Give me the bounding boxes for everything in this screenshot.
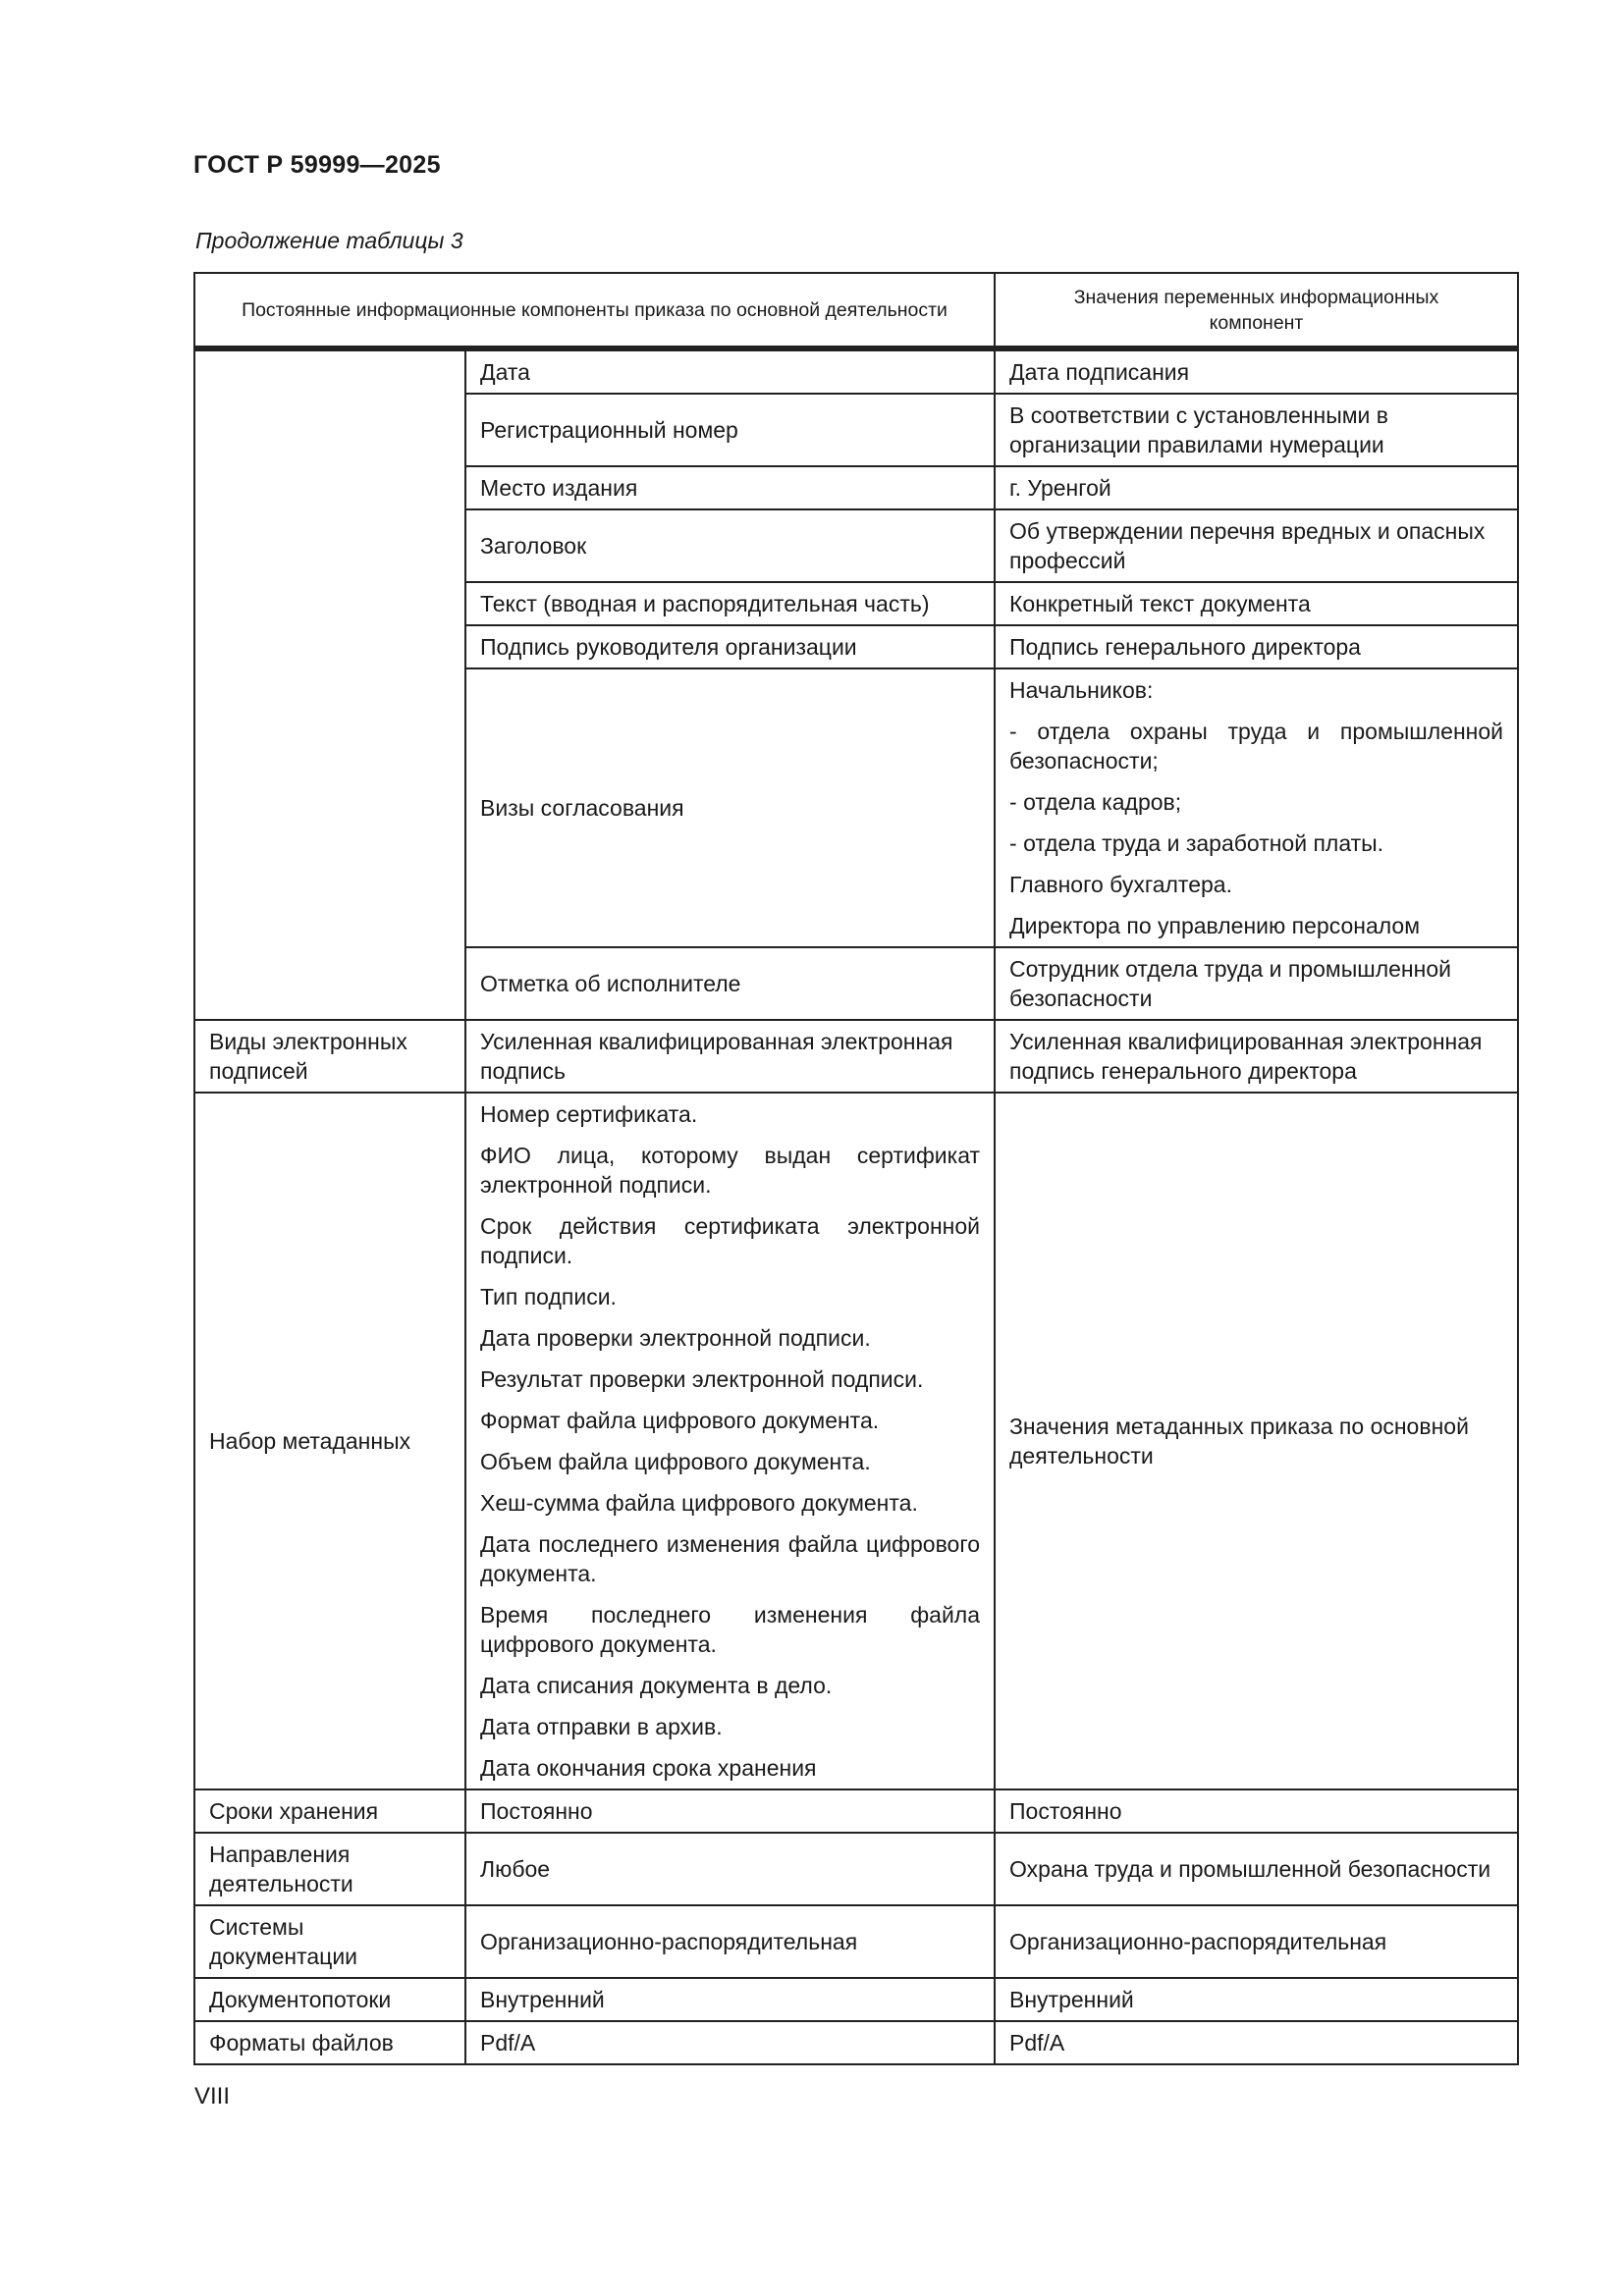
component-cell: Внутренний [465, 1978, 995, 2021]
value-cell: г. Уренгой [995, 466, 1518, 509]
value-cell: Pdf/A [995, 2021, 1518, 2064]
list-item: Начальников: [1009, 677, 1154, 703]
list-item: - отдела труда и заработной платы. [1009, 830, 1384, 856]
value-cell: Организационно-распорядительная [995, 1905, 1518, 1978]
list-item: Дата последнего изменения файла цифрового документа. [480, 1531, 981, 1586]
component-cell: Организационно-распорядительная [465, 1905, 995, 1978]
component-cell: Визы согласования [465, 668, 995, 947]
list-item: Хеш-сумма файла цифрового документа. [480, 1490, 918, 1516]
component-cell: Текст (вводная и распорядительная часть) [465, 582, 995, 625]
list-item: Формат файла цифрового документа. [480, 1408, 880, 1433]
table-row [194, 2021, 1518, 2064]
table-row [194, 1093, 1518, 1789]
group-cell: Сроки хранения [194, 1789, 465, 1833]
component-cell: Регистрационный номер [465, 394, 995, 466]
requisites-table [193, 272, 1519, 2065]
group-cell: Документопотоки [194, 1978, 465, 2021]
list-item: Объем файла цифрового документа. [480, 1449, 871, 1474]
list-item: Главного бухгалтера. [1009, 872, 1232, 897]
group-cell: Виды электронных подписей [194, 1020, 465, 1093]
value-cell: Сотрудник отдела труда и промышленной безопасности [995, 947, 1518, 1020]
component-cell: Любое [465, 1833, 995, 1905]
list-item: Дата отправки в архив. [480, 1714, 723, 1739]
group-cell-empty [194, 350, 465, 1020]
list-item: Тип подписи. [480, 1284, 617, 1309]
list-item: Дата списания документа в дело. [480, 1673, 833, 1698]
group-cell: Системы документации [194, 1905, 465, 1978]
value-cell: В соответствии с установленными в организации правилами нумерации [995, 394, 1518, 466]
group-cell: Форматы файлов [194, 2021, 465, 2064]
component-cell: Место издания [465, 466, 995, 509]
value-cell-list [995, 668, 1518, 947]
table-header-row [194, 273, 1518, 347]
list-item: Директора по управлению персоналом [1009, 913, 1421, 938]
component-cell-list [465, 1093, 995, 1789]
component-cell: Постоянно [465, 1789, 995, 1833]
col-header-components: Постоянные информационные компоненты приказа по основной деятельности [194, 273, 995, 347]
component-cell: Заголовок [465, 509, 995, 582]
col-header-values: Значения переменных информационных компонент [995, 273, 1518, 347]
component-cell: Усиленная квалифицированная электронная подпись [465, 1020, 995, 1093]
table-row [194, 1789, 1518, 1833]
component-cell: Подпись руководителя организации [465, 625, 995, 668]
value-cell: Об утверждении перечня вредных и опасных профессий [995, 509, 1518, 582]
value-cell: Усиленная квалифицированная электронная подпись генерального директора [995, 1020, 1518, 1093]
component-cell: Дата [465, 350, 995, 394]
list-item: Время последнего изменения файла цифрового документа. [480, 1602, 981, 1657]
value-cell: Конкретный текст документа [995, 582, 1518, 625]
table-caption: Продолжение таблицы 3 [195, 228, 463, 253]
list-item: ФИО лица, которому выдан сертификат электронной подписи. [480, 1143, 981, 1198]
list-item: Результат проверки электронной подписи. [480, 1366, 924, 1392]
list-item: Срок действия сертификата электронной подписи. [480, 1213, 981, 1268]
table-row [194, 350, 1518, 394]
standard-code: ГОСТ Р 59999—2025 [193, 151, 441, 179]
value-cell: Подпись генерального директора [995, 625, 1518, 668]
value-cell: Значения метаданных приказа по основной деятельности [995, 1093, 1518, 1789]
list-item: - отдела охраны труда и промышленной безопасности; [1009, 719, 1504, 774]
list-item: Дата проверки электронной подписи. [480, 1325, 871, 1351]
table-row [194, 1905, 1518, 1978]
group-cell: Набор метаданных [194, 1093, 465, 1789]
table-row [194, 1978, 1518, 2021]
group-cell: Направления деятельности [194, 1833, 465, 1905]
value-cell: Дата подписания [995, 350, 1518, 394]
value-cell: Постоянно [995, 1789, 1518, 1833]
component-cell: Pdf/A [465, 2021, 995, 2064]
value-cell: Охрана труда и промышленной безопасности [995, 1833, 1518, 1905]
list-item: Дата окончания срока хранения [480, 1755, 817, 1781]
table-row [194, 1833, 1518, 1905]
value-cell: Внутренний [995, 1978, 1518, 2021]
list-item: Номер сертификата. [480, 1101, 698, 1127]
page-number: VIII [194, 2083, 231, 2109]
component-cell: Отметка об исполнителе [465, 947, 995, 1020]
table-row [194, 1020, 1518, 1093]
list-item: - отдела кадров; [1009, 789, 1182, 815]
